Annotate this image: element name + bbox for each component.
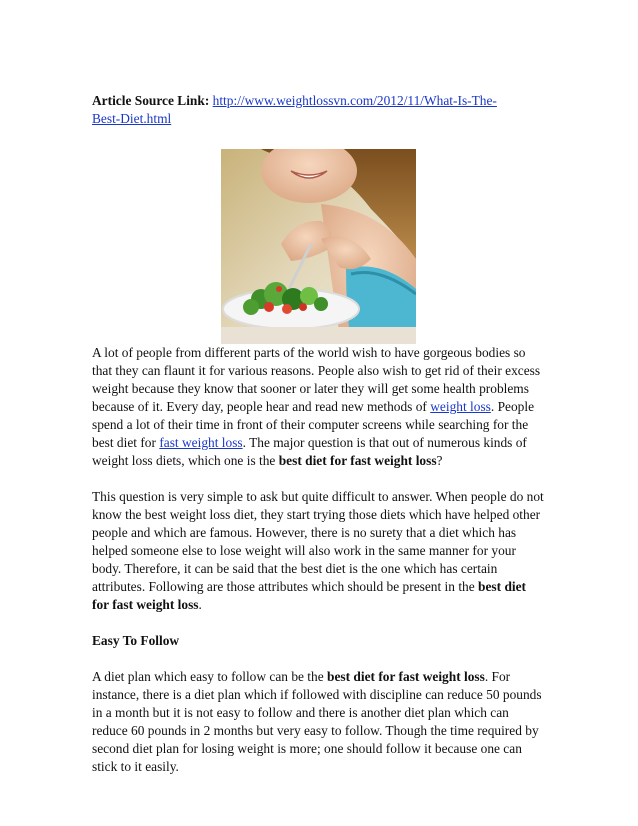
woman-eating-salad-photo [221,149,416,344]
source-url-link[interactable]: http://www.weightlossvn.com/2012/11/What-Is-The- Best-Diet.html [92,93,497,126]
paragraph-question: This question is very simple to ask but quite difficult to answer. When people do not know the best weight loss diet, they start trying those diets which have helped other people and which are famous. However, there is no surety that a diet which has helped someone else to lose weight will also work in the same manner for your body. Therefore, it can be said that the best diet is the one which has certain attributes. Following are those attributes which should be present in the best diet for fast weight loss. [92,489,544,612]
section-heading-easy-to-follow: Easy To Follow [92,633,180,648]
article-source [92,92,544,128]
weight-loss-link[interactable]: weight loss [430,399,491,414]
fast-weight-loss-link[interactable]: fast weight loss [159,435,243,450]
document-page [92,92,544,776]
source-label: Article Source Link: [92,93,210,108]
paragraph-easy-to-follow: A diet plan which easy to follow can be the best diet for fast weight loss. For instance, there is a diet plan which if followed with discipline can reduce 50 pounds in a month but it is not easy to follow and there is another diet plan which can reduce 60 pounds in 2 months but very easy to follow. Though the time required by second diet plan for losing weight is more; one should follow it because one can stick to it easily. [92,669,542,774]
paragraph-intro: A lot of people from different parts of the world wish to have gorgeous bodies so that they can flaunt it for various reasons. People also wish to get rid of their excess weight because they know that sooner or later they will get some health problems because of it. Every day, people hear and read new methods of weight loss. People spend a lot of their time in front of their computer screens while searching for the best diet for fast weight loss. The major question is that out of numerous kinds of weight loss diets, which one is the best diet for fast weight loss? [92,345,541,468]
